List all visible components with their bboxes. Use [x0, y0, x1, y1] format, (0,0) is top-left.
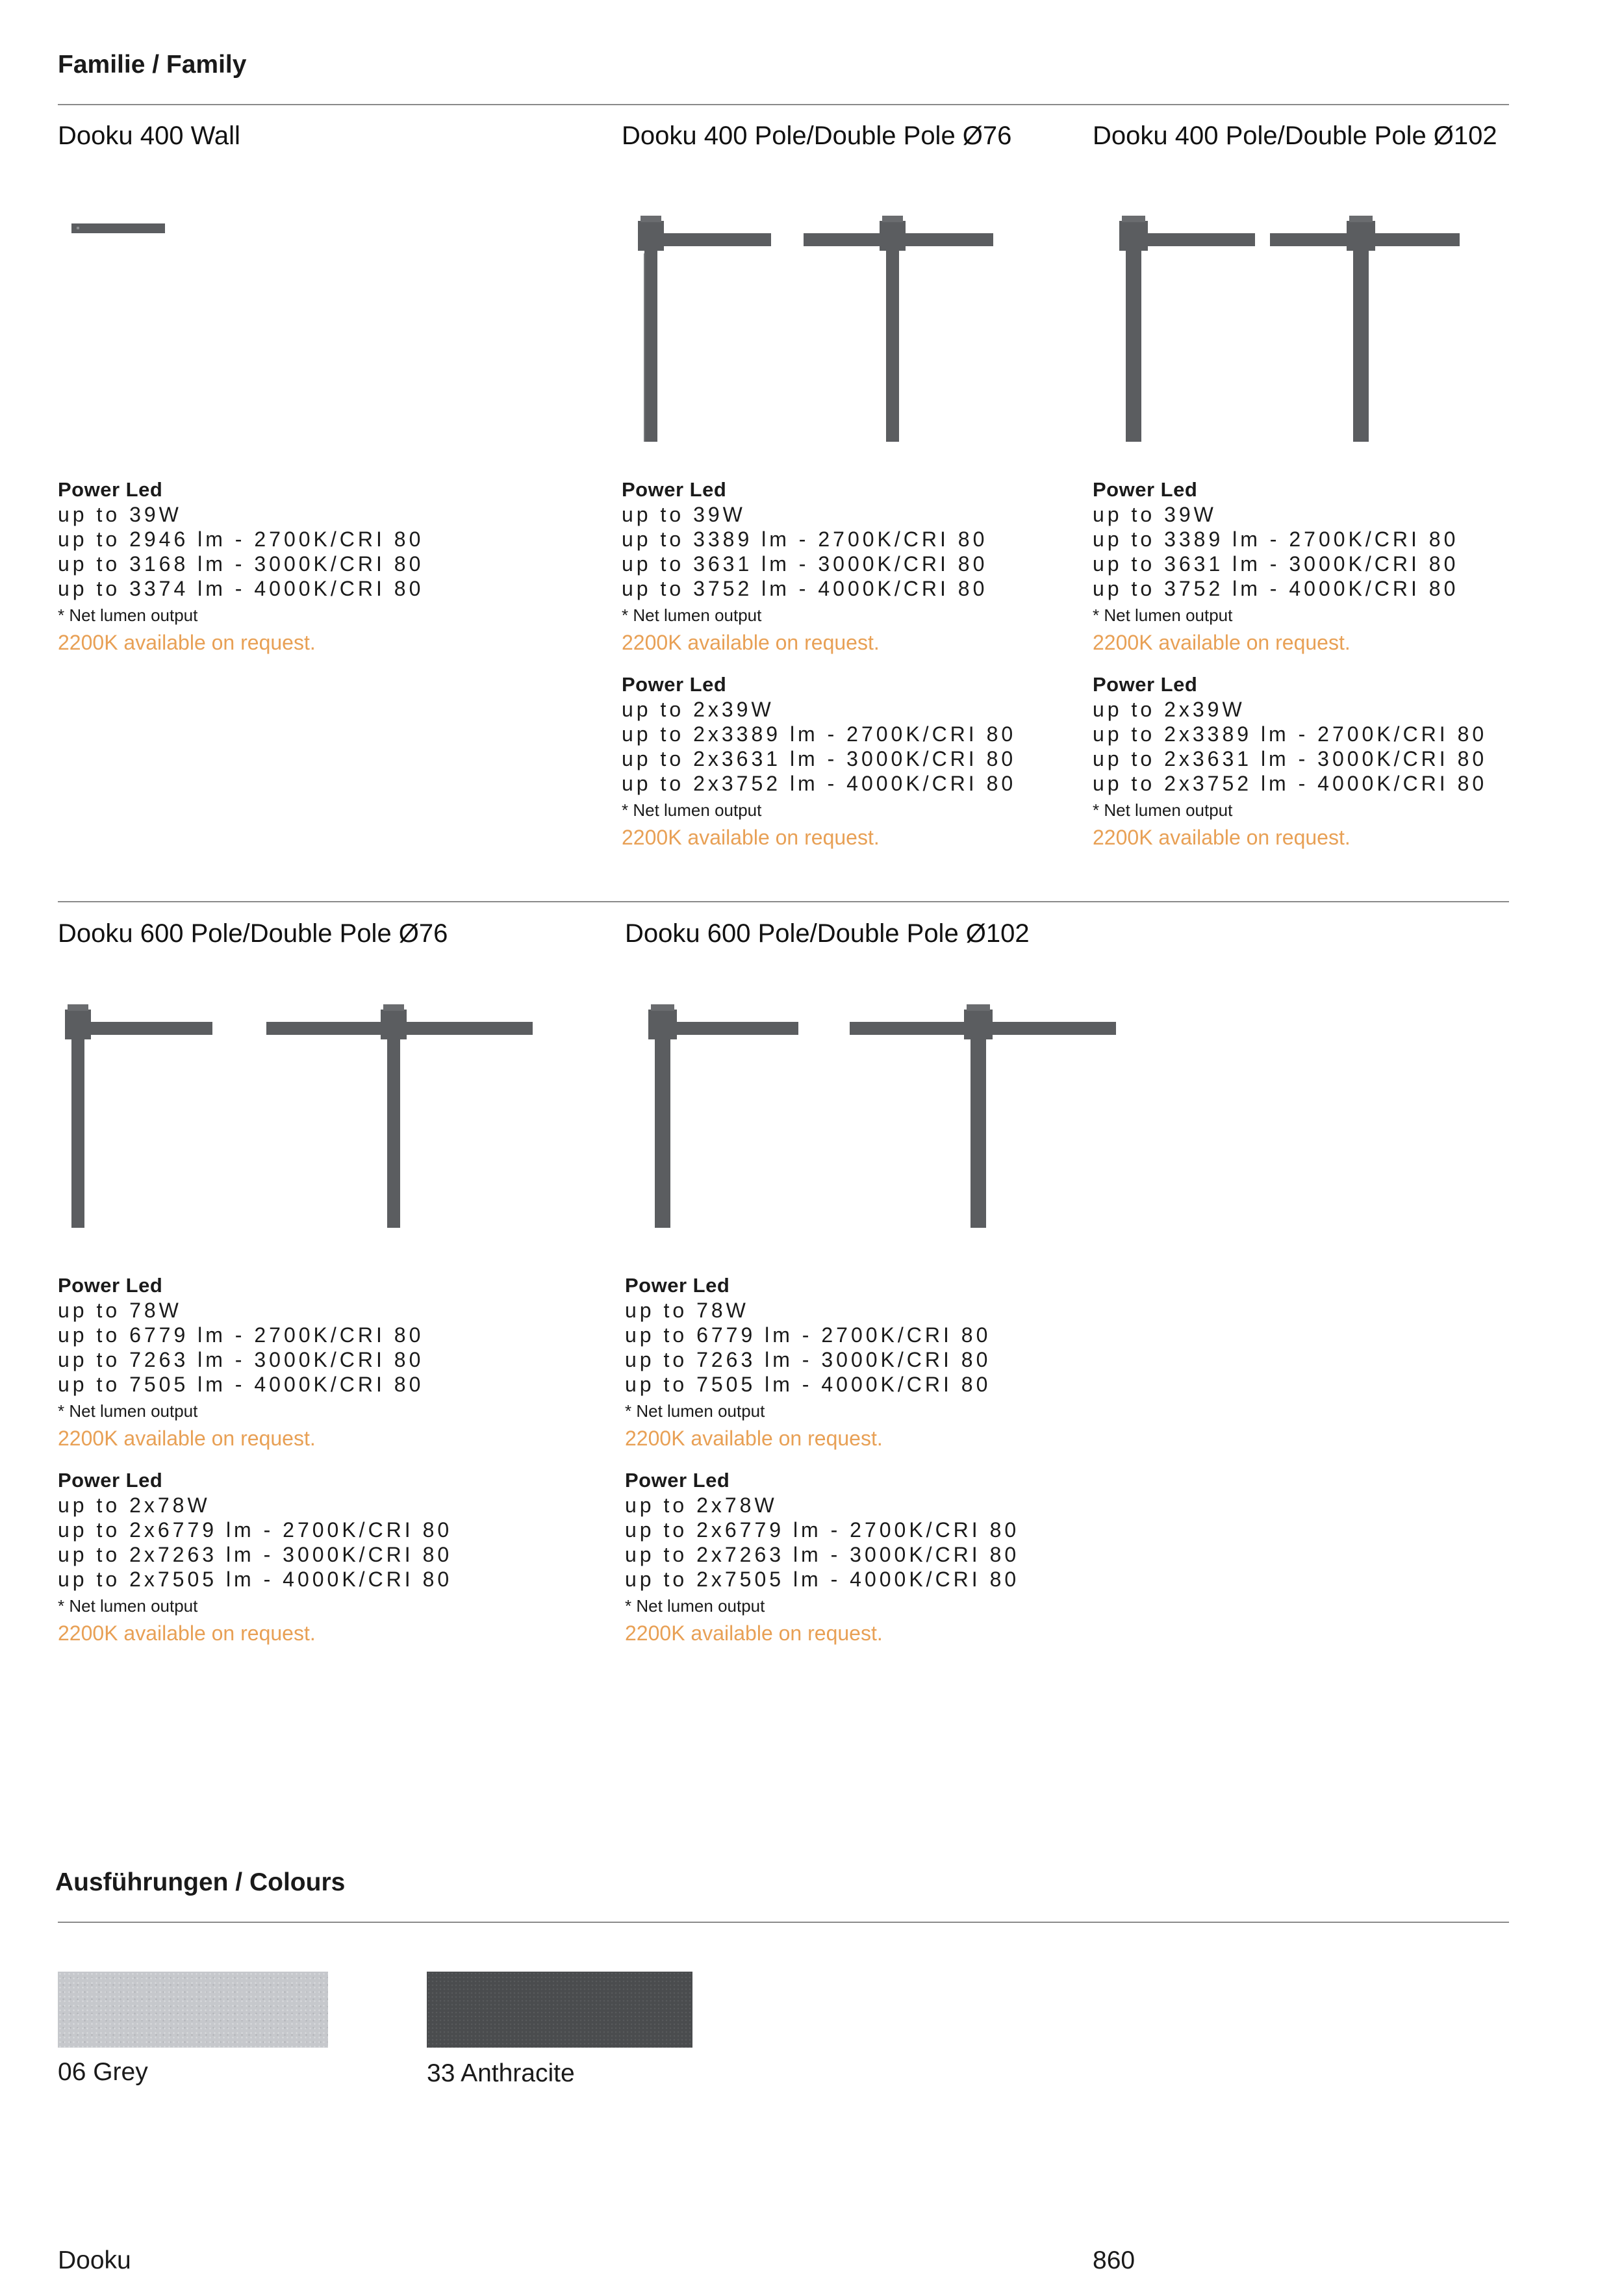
spec-line: up to 2x7505 lm - 4000K/CRI 80 — [58, 1568, 453, 1591]
spec-note: * Net lumen output — [58, 1401, 198, 1421]
spec-label: Power Led — [622, 478, 727, 501]
spec-line: up to 2x3389 lm - 2700K/CRI 80 — [622, 722, 1017, 746]
divider — [58, 1922, 1509, 1923]
pole-luminaire-image — [1115, 214, 1232, 442]
spec-line: up to 3631 lm - 3000K/CRI 80 — [622, 552, 988, 576]
colour-label: 33 Anthracite — [427, 2059, 575, 2087]
spec-label: Power Led — [625, 1274, 730, 1297]
spec-line: up to 7263 lm - 3000K/CRI 80 — [58, 1348, 424, 1371]
spec-label: Power Led — [58, 1469, 163, 1492]
spec-line: up to 78W — [58, 1299, 182, 1322]
spec-label: Power Led — [1093, 478, 1198, 501]
spec-line: up to 3389 lm - 2700K/CRI 80 — [1093, 527, 1459, 551]
spec-note: * Net lumen output — [1093, 800, 1233, 820]
spec-request: 2200K available on request. — [622, 631, 880, 654]
spec-note: * Net lumen output — [625, 1401, 765, 1421]
spec-line: up to 3374 lm - 4000K/CRI 80 — [58, 577, 424, 600]
spec-note: * Net lumen output — [58, 1596, 198, 1616]
spec-line: up to 2x6779 lm - 2700K/CRI 80 — [625, 1518, 1020, 1542]
spec-line: up to 3752 lm - 4000K/CRI 80 — [622, 577, 988, 600]
spec-note: * Net lumen output — [622, 800, 762, 820]
spec-request: 2200K available on request. — [622, 826, 880, 849]
spec-request: 2200K available on request. — [58, 1427, 316, 1450]
spec-block — [58, 1273, 452, 1646]
pole-luminaire-image — [633, 214, 750, 442]
spec-block — [1093, 477, 1487, 850]
colour-swatch-anthracite — [427, 1972, 692, 2048]
spec-line: up to 39W — [622, 503, 746, 526]
spec-line: up to 39W — [1093, 503, 1217, 526]
spec-request: 2200K available on request. — [1093, 826, 1351, 849]
spec-label: Power Led — [58, 1274, 163, 1297]
spec-note: * Net lumen output — [625, 1596, 765, 1616]
footer-product-name: Dooku — [58, 2246, 131, 2274]
spec-label: Power Led — [625, 1469, 730, 1492]
spec-line: up to 7505 lm - 4000K/CRI 80 — [58, 1373, 424, 1396]
spec-note: * Net lumen output — [58, 605, 198, 625]
colours-heading: Ausführungen / Colours — [55, 1868, 346, 1896]
spec-note: * Net lumen output — [1093, 605, 1233, 625]
spec-line: up to 78W — [625, 1299, 749, 1322]
colour-label: 06 Grey — [58, 2058, 148, 2086]
spec-line: up to 2x7263 lm - 3000K/CRI 80 — [625, 1543, 1020, 1566]
spec-block — [58, 477, 424, 655]
product-title: Dooku 400 Pole/Double Pole Ø76 — [622, 121, 1012, 150]
spec-line: up to 2x6779 lm - 2700K/CRI 80 — [58, 1518, 453, 1542]
spec-line: up to 3389 lm - 2700K/CRI 80 — [622, 527, 988, 551]
spec-line: up to 3752 lm - 4000K/CRI 80 — [1093, 577, 1459, 600]
page-number: 860 — [1093, 2246, 1136, 2274]
spec-request: 2200K available on request. — [625, 1621, 883, 1645]
spec-block — [622, 477, 1016, 850]
spec-request: 2200K available on request. — [1093, 631, 1351, 654]
spec-line: up to 3631 lm - 3000K/CRI 80 — [1093, 552, 1459, 576]
spec-line: up to 2x3631 lm - 3000K/CRI 80 — [1093, 747, 1488, 770]
wall-luminaire-image — [71, 221, 169, 236]
product-title: Dooku 400 Wall — [58, 121, 240, 150]
product-title: Dooku 600 Pole/Double Pole Ø76 — [58, 919, 448, 948]
spec-line: up to 2x78W — [58, 1493, 210, 1517]
product-title: Dooku 400 Pole/Double Pole Ø102 — [1093, 121, 1497, 150]
spec-line: up to 6779 lm - 2700K/CRI 80 — [625, 1323, 991, 1347]
spec-line: up to 2x7263 lm - 3000K/CRI 80 — [58, 1543, 453, 1566]
spec-request: 2200K available on request. — [625, 1427, 883, 1450]
pole-luminaire-image — [645, 1003, 801, 1230]
spec-line: up to 2x3631 lm - 3000K/CRI 80 — [622, 747, 1017, 770]
spec-request: 2200K available on request. — [58, 1621, 316, 1645]
spec-block — [625, 1273, 1019, 1646]
spec-note: * Net lumen output — [622, 605, 762, 625]
pole-luminaire-image — [62, 1003, 218, 1230]
spec-label: Power Led — [622, 673, 727, 696]
double-pole-luminaire-image — [804, 214, 998, 442]
spec-line: up to 2x3752 lm - 4000K/CRI 80 — [1093, 772, 1488, 795]
spec-request: 2200K available on request. — [58, 631, 316, 654]
spec-line: up to 2x39W — [622, 698, 774, 721]
spec-line: up to 2946 lm - 2700K/CRI 80 — [58, 527, 424, 551]
spec-line: up to 2x7505 lm - 4000K/CRI 80 — [625, 1568, 1020, 1591]
family-heading: Familie / Family — [58, 51, 247, 79]
divider — [58, 901, 1509, 902]
spec-line: up to 2x39W — [1093, 698, 1245, 721]
spec-label: Power Led — [1093, 673, 1198, 696]
spec-line: up to 2x3752 lm - 4000K/CRI 80 — [622, 772, 1017, 795]
double-pole-luminaire-image — [266, 1003, 539, 1230]
spec-label: Power Led — [58, 478, 163, 501]
double-pole-luminaire-image — [850, 1003, 1123, 1230]
colour-swatch-grey — [58, 1972, 328, 2048]
spec-line: up to 7263 lm - 3000K/CRI 80 — [625, 1348, 991, 1371]
spec-line: up to 7505 lm - 4000K/CRI 80 — [625, 1373, 991, 1396]
spec-line: up to 3168 lm - 3000K/CRI 80 — [58, 552, 424, 576]
divider — [58, 104, 1509, 105]
product-title: Dooku 600 Pole/Double Pole Ø102 — [625, 919, 1030, 948]
spec-line: up to 6779 lm - 2700K/CRI 80 — [58, 1323, 424, 1347]
spec-line: up to 2x78W — [625, 1493, 778, 1517]
spec-line: up to 2x3389 lm - 2700K/CRI 80 — [1093, 722, 1488, 746]
spec-line: up to 39W — [58, 503, 182, 526]
double-pole-luminaire-image — [1270, 214, 1465, 442]
